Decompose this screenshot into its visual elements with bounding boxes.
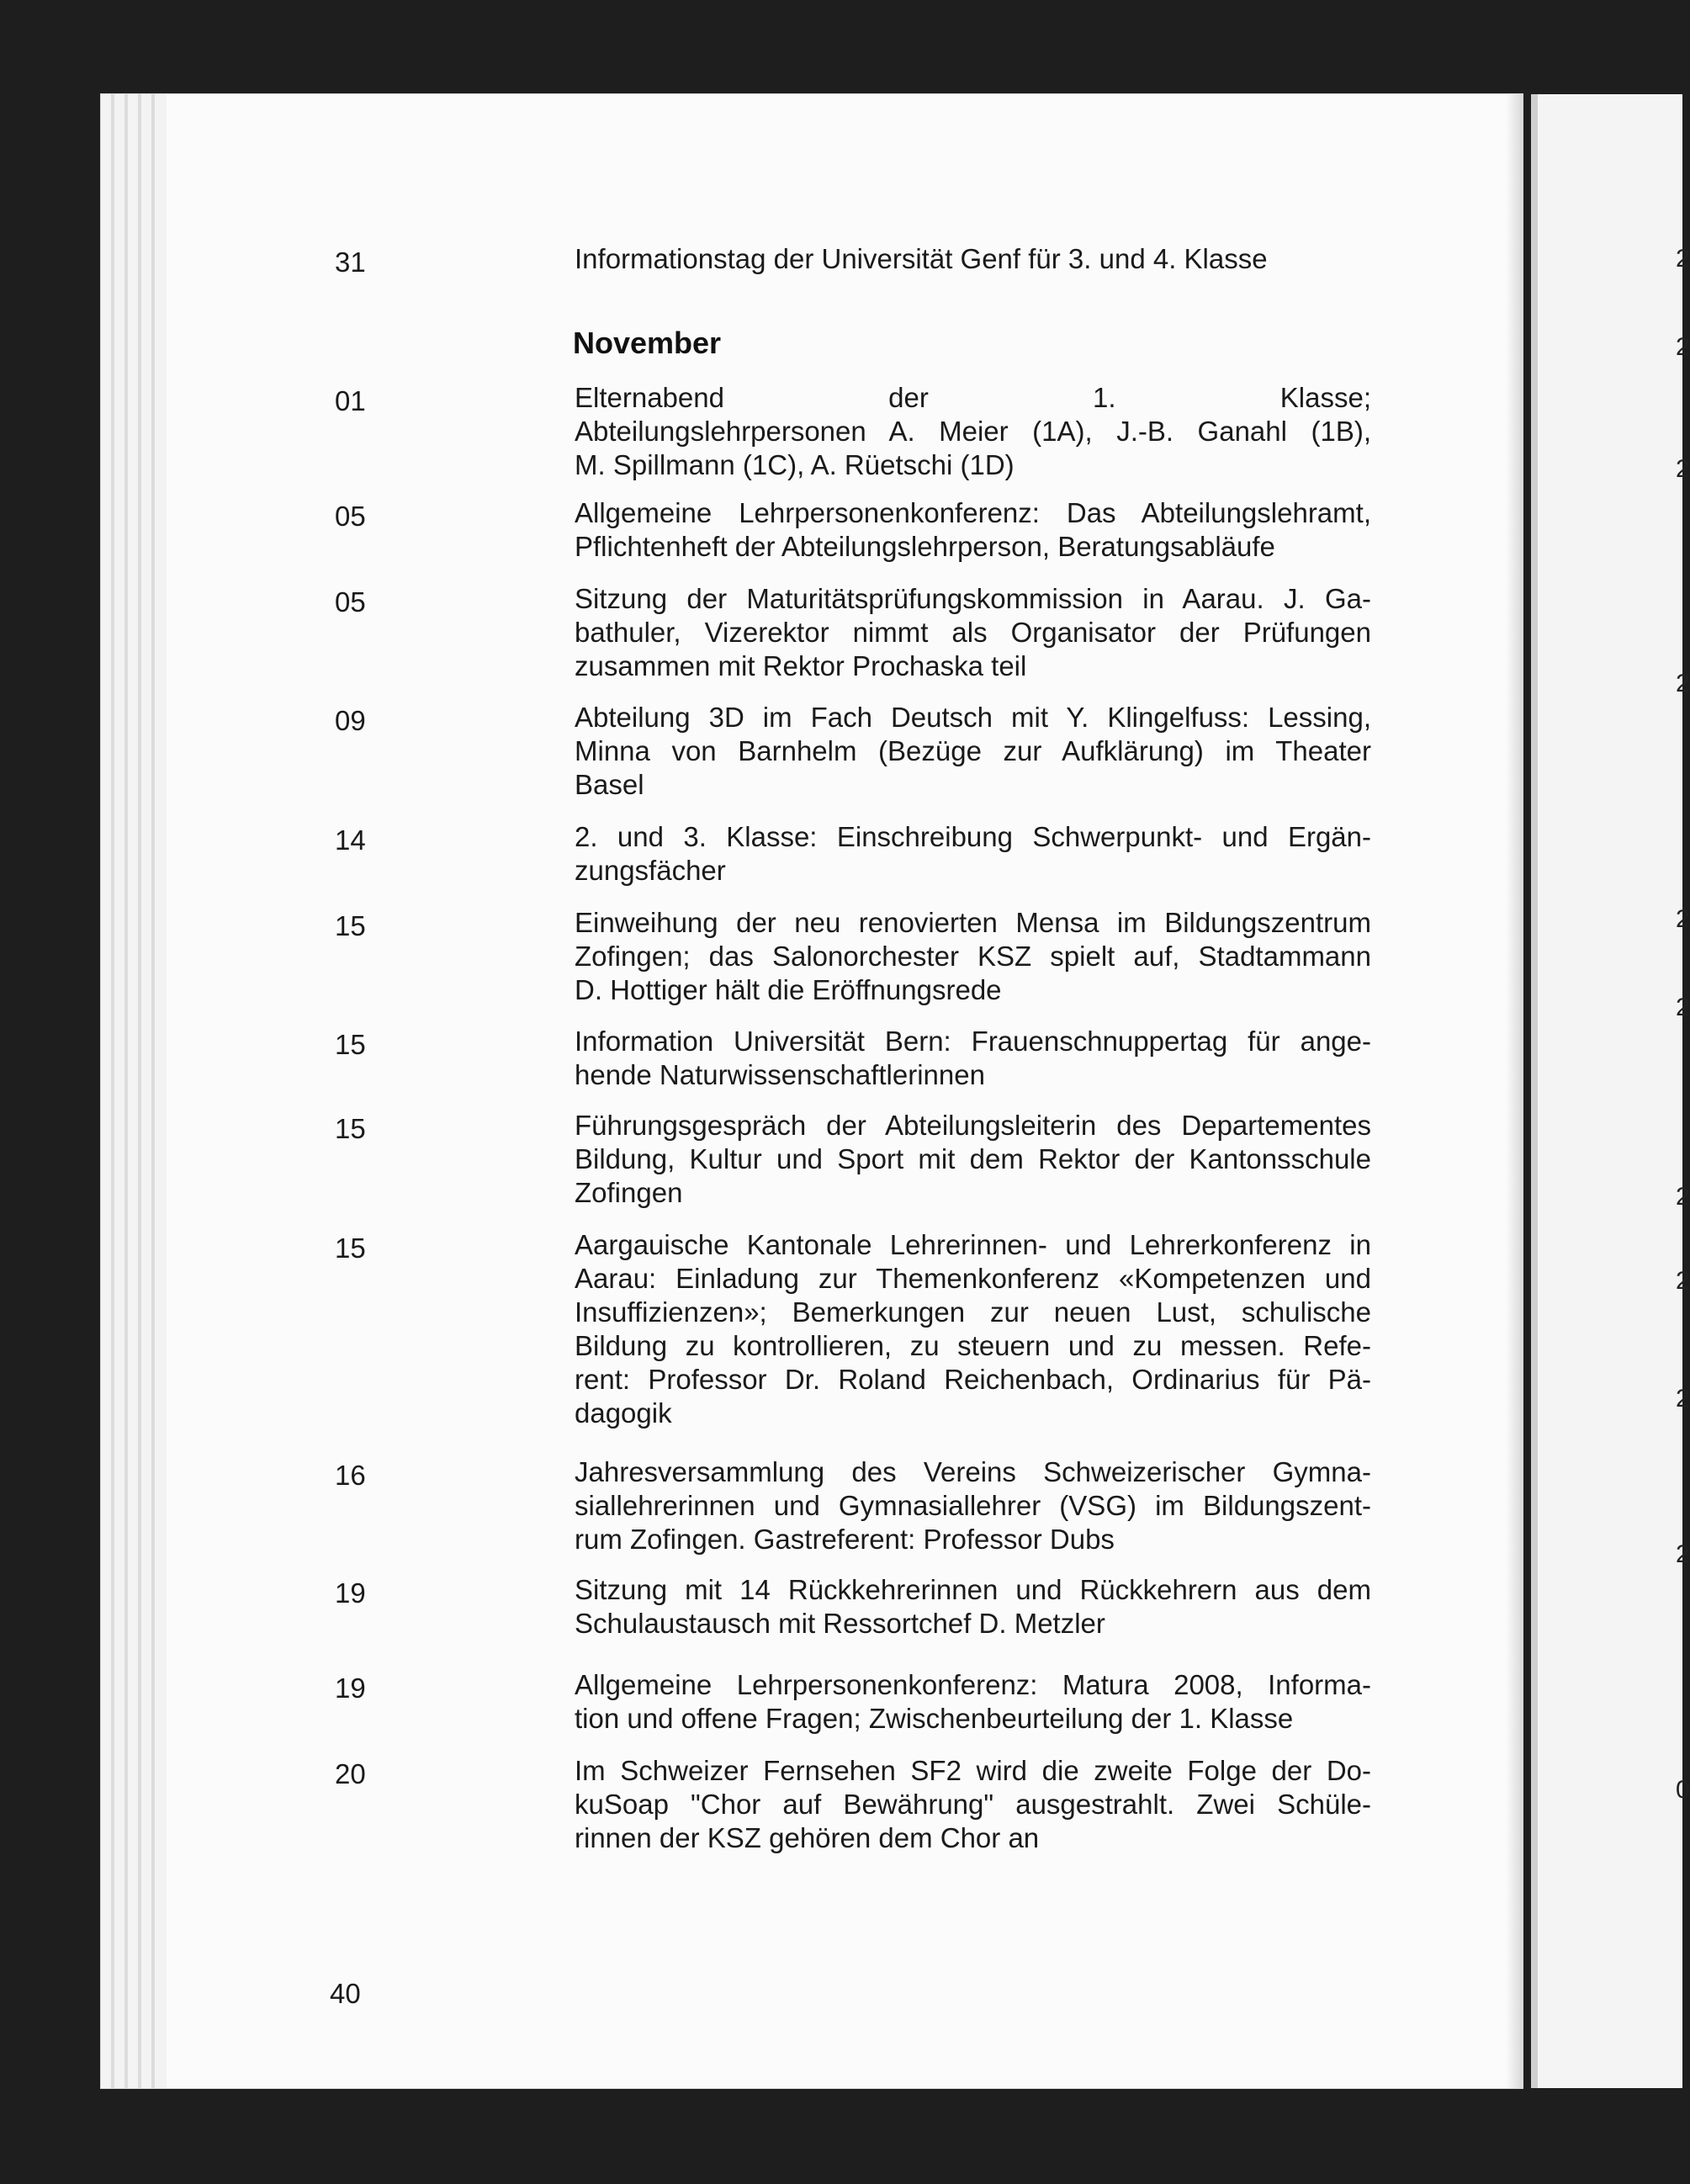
entry-text-line: zusammen mit Rektor Prochaska teil — [575, 650, 1027, 681]
facing-page-digit: 2 — [1676, 1267, 1690, 1295]
page-gutter — [1506, 94, 1523, 2088]
entry-text-line: Sitzung mit 14 Rückkehrerinnen und Rückkehrern aus dem — [575, 1574, 1371, 1605]
entry-text-line: Insuffizienzen»; Bemerkungen zur neuen Lust, schulische — [575, 1296, 1371, 1328]
entry-day: 15 — [335, 1113, 366, 1144]
entry-text-line: Aarau: Einladung zur Themenkonferenz «Kompetenzen und — [575, 1263, 1371, 1294]
entry-text — [575, 1668, 1371, 1736]
entry-text — [575, 820, 1371, 888]
entry-text — [575, 381, 1371, 482]
page-number: 40 — [330, 1978, 361, 2009]
entry-day: 19 — [335, 1577, 366, 1609]
entry-text-line: bathuler, Vizerektor nimmt als Organisator der Prüfungen — [575, 617, 1371, 648]
entry-day: 01 — [335, 385, 366, 416]
entry-text-line: Minna von Barnhelm (Bezüge zur Aufklärung) im Theater — [575, 735, 1371, 766]
page-edge — [151, 94, 155, 2088]
entry-day: 15 — [335, 1232, 366, 1264]
entry-text — [575, 701, 1371, 802]
facing-page-digit: 2 — [1676, 1183, 1690, 1211]
entry-text-line: rinnen der KSZ gehören dem Chor an — [575, 1822, 1040, 1853]
entry-text-line: 2. und 3. Klasse: Einschreibung Schwerpunkt- und Ergän- — [575, 821, 1371, 852]
facing-page-digit: 2 — [1676, 905, 1690, 933]
facing-page-digit: 2 — [1676, 1540, 1690, 1568]
facing-page-digit: 2 — [1676, 245, 1690, 273]
facing-page-digit: 2 — [1676, 994, 1690, 1021]
page-edge — [111, 94, 114, 2088]
entry-text-line: siallehrerinnen und Gymnasiallehrer (VSG) im Bildungszent- — [575, 1490, 1371, 1521]
entry-day: 15 — [335, 1029, 366, 1060]
facing-page-digit: 2 — [1676, 670, 1690, 697]
entry-text-line: rum Zofingen. Gastreferent: Professor Dubs — [575, 1524, 1115, 1555]
entry-text — [575, 1573, 1371, 1641]
entry-text-line: Schulaustausch mit Ressortchef D. Metzler — [575, 1608, 1105, 1639]
entry-text — [575, 582, 1371, 683]
entry-day: 05 — [335, 586, 366, 618]
entry-text — [575, 1228, 1371, 1430]
entry-day: 19 — [335, 1672, 366, 1704]
entry-text — [575, 1754, 1371, 1855]
entry-text-line: hende Naturwissenschaftlerinnen — [575, 1059, 985, 1090]
page-edge — [124, 94, 128, 2088]
entry-text — [575, 496, 1371, 564]
facing-page-digit: 2 — [1676, 455, 1690, 483]
entry-day: 15 — [335, 910, 366, 941]
entry-text-line: rent: Professor Dr. Roland Reichenbach, Ordinarius für Pä- — [575, 1364, 1371, 1395]
entry-text — [575, 1025, 1371, 1092]
entry-text-line: Pflichtenheft der Abteilungslehrperson, Beratungsabläufe — [575, 531, 1275, 562]
entry-text-line: Bildung zu kontrollieren, zu steuern und zu messen. Refe- — [575, 1330, 1371, 1361]
entry-text-line: Im Schweizer Fernsehen SF2 wird die zweite Folge der Do- — [575, 1755, 1371, 1786]
entry-text-line: Abteilungslehrpersonen A. Meier (1A), J.-B. Ganahl (1B), — [575, 416, 1371, 447]
entry-text-line: Allgemeine Lehrpersonenkonferenz: Das Abteilungslehramt, — [575, 497, 1371, 528]
facing-page-digit: 0 — [1676, 1776, 1690, 1804]
facing-page-digit: 2 — [1676, 333, 1690, 361]
entry-text-line: Information Universität Bern: Frauenschnuppertag für ange- — [575, 1026, 1371, 1057]
entry-day: 05 — [335, 501, 366, 532]
entry-text-line: Jahresversammlung des Vereins Schweizerischer Gymna- — [575, 1456, 1371, 1487]
entry-text-line: Aargauische Kantonale Lehrerinnen- und Lehrerkonferenz in — [575, 1229, 1371, 1260]
entry-day: 16 — [335, 1460, 366, 1491]
entry-text-line: Sitzung der Maturitätsprüfungskommission in Aarau. J. Ga- — [575, 583, 1371, 614]
entry-text — [575, 1455, 1371, 1556]
entry-text-line: Abteilung 3D im Fach Deutsch mit Y. Klingelfuss: Lessing, — [575, 702, 1371, 733]
entry-day: 20 — [335, 1758, 366, 1789]
month-heading: November — [573, 326, 722, 360]
facing-page-edge — [1531, 94, 1538, 2088]
entry-text-line: D. Hottiger hält die Eröffnungsrede — [575, 974, 1002, 1005]
entry-text-line: Zofingen — [575, 1177, 683, 1208]
facing-page — [1531, 94, 1682, 2088]
page-edge — [138, 94, 141, 2088]
entry-text-line: dagogik — [575, 1397, 672, 1429]
entry-text-line: Informationstag der Universität Genf für 3. und 4. Klasse — [575, 243, 1268, 274]
entry-text-line: kuSoap "Chor auf Bewährung" ausgestrahlt. Zwei Schüle- — [575, 1789, 1371, 1820]
entry-day: 09 — [335, 705, 366, 736]
entry-text — [575, 242, 1371, 276]
facing-page-digit: 2 — [1676, 1385, 1690, 1413]
entry-day: 31 — [335, 246, 366, 278]
entry-text-line: Elternabend der 1. Klasse; — [575, 382, 1371, 413]
entry-text-line: Allgemeine Lehrpersonenkonferenz: Matura 2008, Informa- — [575, 1669, 1371, 1700]
entry-text-line: Führungsgespräch der Abteilungsleiterin des Departementes — [575, 1110, 1371, 1141]
entry-day: 14 — [335, 824, 366, 856]
entry-text-line: Zofingen; das Salonorchester KSZ spielt auf, Stadtammann — [575, 941, 1371, 972]
entry-text — [575, 906, 1371, 1007]
entry-text-line: Basel — [575, 769, 644, 800]
entry-text-line: Einweihung der neu renovierten Mensa im Bildungszentrum — [575, 907, 1371, 938]
entry-text-line: tion und offene Fragen; Zwischenbeurteilung der 1. Klasse — [575, 1703, 1294, 1734]
entry-text-line: Bildung, Kultur und Sport mit dem Rektor der Kantonsschule — [575, 1143, 1371, 1174]
entry-text-line: zungsfächer — [575, 855, 726, 886]
entry-text — [575, 1109, 1371, 1210]
entry-text-line: M. Spillmann (1C), A. Rüetschi (1D) — [575, 449, 1015, 480]
